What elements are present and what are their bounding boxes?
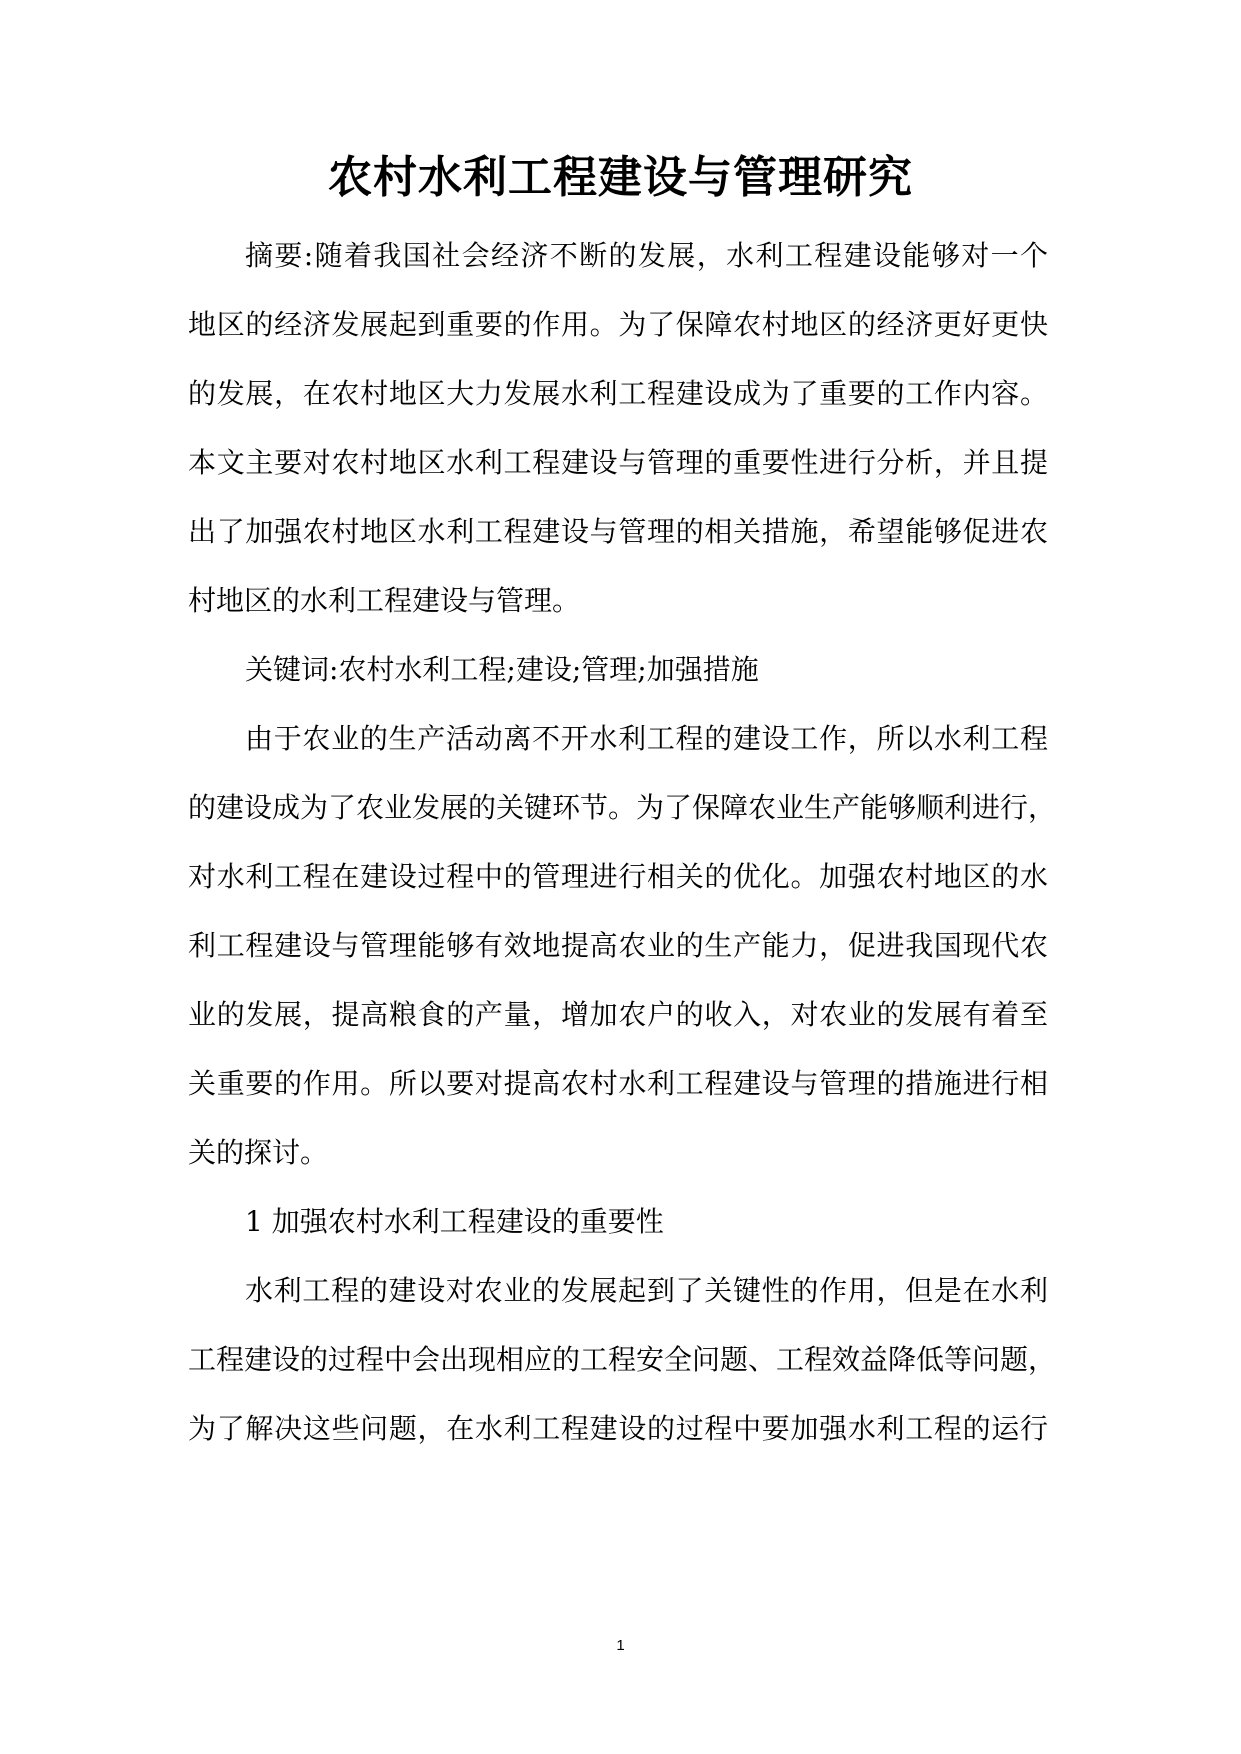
page-number: 1: [616, 1637, 625, 1654]
abstract-line-5: 出了加强农村地区水利工程建设与管理的相关措施，希望能够促进农: [188, 515, 1048, 548]
body-paragraph-1-line-7: 关的探讨。: [188, 1136, 329, 1169]
abstract-line-2: 地区的经济发展起到重要的作用。为了保障农村地区的经济更好更快: [188, 308, 1048, 341]
keywords-line: 关键词:农村水利工程;建设;管理;加强措施: [245, 653, 759, 686]
document-title: 农村水利工程建设与管理研究: [328, 152, 913, 203]
body-paragraph-1-line-5: 业的发展，提高粮食的产量，增加农户的收入，对农业的发展有着至: [188, 998, 1048, 1031]
abstract-line-4: 本文主要对农村地区水利工程建设与管理的重要性进行分析，并且提: [188, 446, 1048, 479]
body-paragraph-2-line-3: 为了解决这些问题，在水利工程建设的过程中要加强水利工程的运行: [188, 1412, 1048, 1445]
section-heading-1: 1 加强农村水利工程建设的重要性: [245, 1205, 664, 1238]
body-paragraph-1-line-6: 关重要的作用。所以要对提高农村水利工程建设与管理的措施进行相: [188, 1067, 1048, 1100]
body-paragraph-2-line-1: 水利工程的建设对农业的发展起到了关键性的作用，但是在水利: [245, 1274, 1048, 1307]
body-paragraph-1-line-4: 利工程建设与管理能够有效地提高农业的生产能力，促进我国现代农: [188, 929, 1048, 962]
body-paragraph-1-line-3: 对水利工程在建设过程中的管理进行相关的优化。加强农村地区的水: [188, 860, 1048, 893]
body-paragraph-1-line-2: 的建设成为了农业发展的关键环节。为了保障农业生产能够顺利进行，: [188, 791, 1057, 824]
abstract-line-3: 的发展，在农村地区大力发展水利工程建设成为了重要的工作内容。: [188, 377, 1048, 410]
body-paragraph-1-line-1: 由于农业的生产活动离不开水利工程的建设工作，所以水利工程: [245, 722, 1048, 755]
abstract-line-1: 摘要:随着我国社会经济不断的发展，水利工程建设能够对一个: [245, 239, 1048, 272]
body-paragraph-2-line-2: 工程建设的过程中会出现相应的工程安全问题、工程效益降低等问题，: [188, 1343, 1057, 1376]
abstract-line-6: 村地区的水利工程建设与管理。: [188, 584, 581, 617]
